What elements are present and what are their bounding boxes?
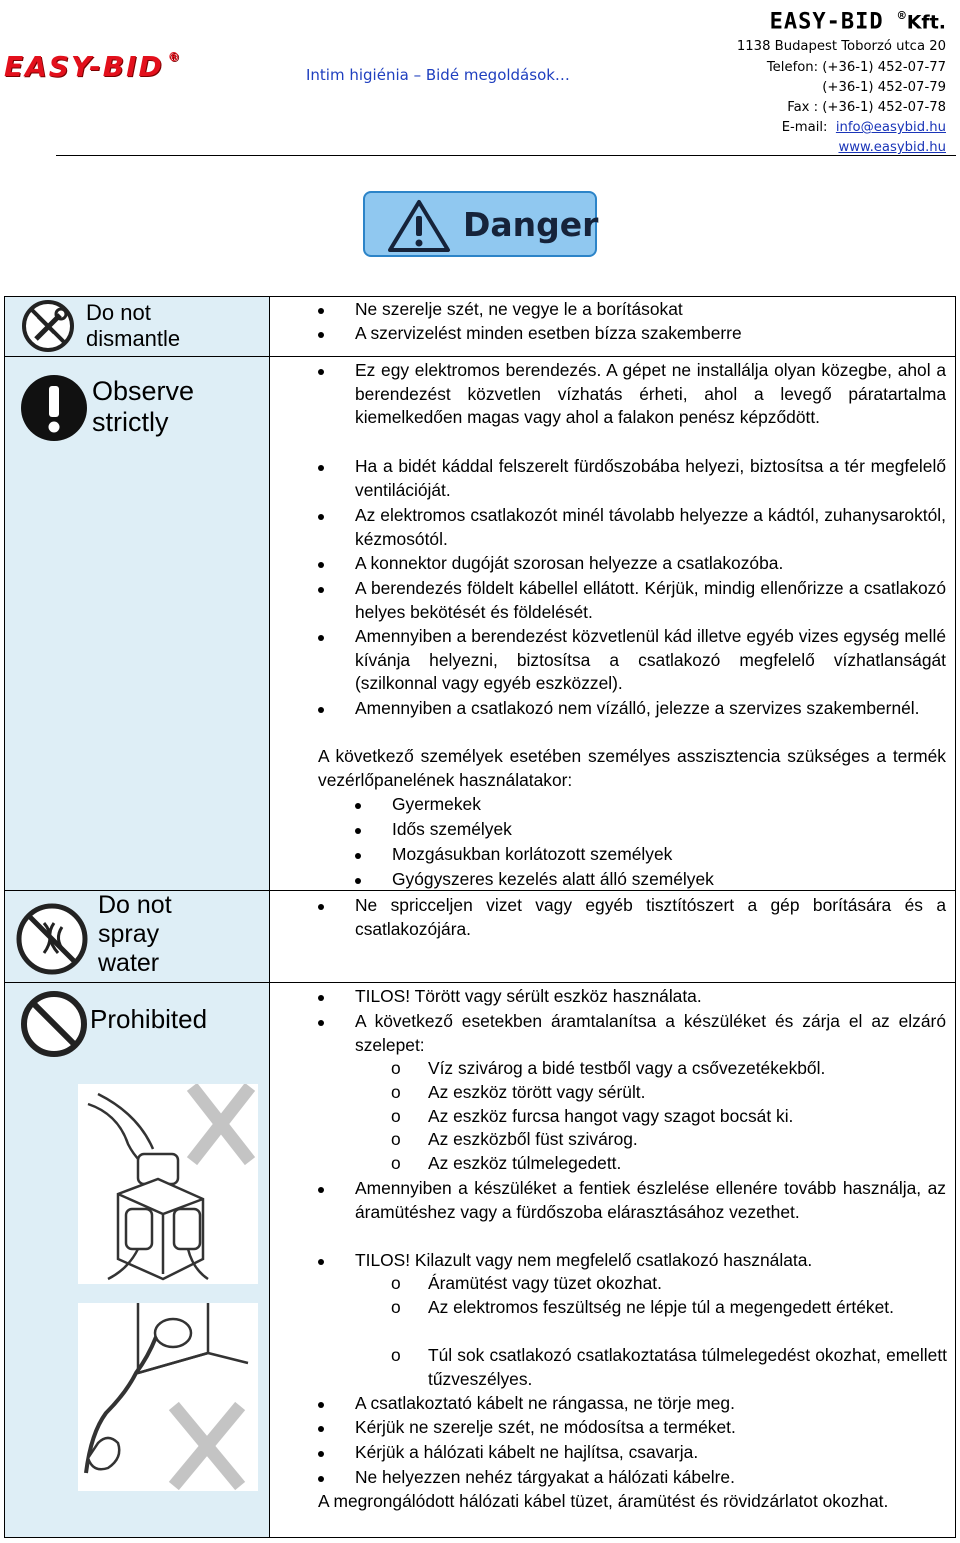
sign-text: Do not dismantle [86,300,181,351]
address: 1138 Budapest Toborzó utca 20 [736,39,946,55]
observe-item-2: Ha a bidét káddal felszerelt fürdőszobába helyezi, biztosítsa a tér megfelelő ventilációját. [318,455,946,502]
tagline: Intim higiénia – Bidé megoldások… [306,66,570,84]
pulling-cord-image [78,1303,258,1491]
prohibited-item-6: Kérjük ne szerelje szét, ne módosítsa a terméket. [318,1416,946,1440]
dismantle-item-1: Ne szerelje szét, ne vegye le a borításokat [318,298,946,322]
sub-item: o Az eszköz túlmelegedett. [391,1153,622,1173]
observe-item-1: Ez egy elektromos berendezés. A gépet ne installálja olyan közegbe, ahol a berendezést közvetlen vízhatás érheti, ahol a levegő páratartalma kiemelkedően magas vagy ahol a falakon penész képződött. [318,359,946,430]
multi-plug-crossed-icon [78,1084,258,1284]
observe-strictly-sign [20,370,195,446]
prohibited-item-8: Ne helyezzen nehéz tárgyakat a hálózati kábelre. [318,1466,946,1490]
email-link[interactable]: info@easybid.hu [835,120,946,136]
observe-item-6: Amennyiben a berendezést közvetlenül kád illetve egyéb vizes egység mellé kívánja helyezni, biztosítsa a csatlakozó megfelelő vízhatlanságát (szilkonnal vagy egyéb eszközzel). [318,625,946,696]
company-name: EASY-BID ®Kft. [769,9,946,35]
prohibited-item-3: Amennyiben a készüléket a fentiek észlelése ellenére tovább használja, az áramütéshez vagy a fürdőszoba elárasztásához vezethet. [318,1177,946,1224]
no-tools-icon [18,299,78,353]
observe-item-5: A berendezés földelt kábellel ellátott. Kérjük, mindig ellenőrizze a csatlakozó helyes bekötését és földelését. [318,577,946,624]
email-line: E-mail: info@easybid.hu [781,120,946,136]
row-divider [4,356,956,357]
prohibited-icon [20,988,88,1060]
exclamation-icon [20,374,88,442]
row-divider [4,982,956,983]
sub-item: o Túl sok csatlakozó csatlakoztatása túlmelegedést okozhat, emellett tűzveszélyes. [391,1345,947,1389]
prohibited-item-7: Kérjük a hálózati kábelt ne hajlítsa, csavarja. [318,1441,946,1465]
header-divider [56,155,956,156]
prohibited-item-4: TILOS! Kilazult vagy nem megfelelő csatlakozó használata. [318,1249,946,1273]
overloaded-socket-image [78,1084,258,1284]
column-divider [269,296,270,1538]
prohibited-item-1: TILOS! Törött vagy sérült eszköz használata. [318,985,946,1009]
danger-sign [363,191,597,257]
sign-text: Observe strictly [92,376,195,437]
assist-intro: A következő személyek esetében személyes asszisztencia szükséges a termék vezérlőpanelének használatakor: [318,746,946,790]
dismantle-item-2: A szervizelést minden esetben bízza szakemberre [318,322,946,346]
company-info [737,2,946,159]
do-not-spray-water-sign [14,893,204,981]
assist-item-1: Gyermekek [355,793,935,817]
do-not-dismantle-sign [18,299,184,353]
sign-text: Do not spray water [98,891,172,977]
sign-text: Prohibited [90,1004,208,1034]
company-logo: EASY-BID ® [4,50,182,83]
observe-item-7: Amennyiben a csatlakozó nem vízálló, jelezze a szervizes szakembernél. [318,697,946,721]
sub-item: o Az eszköz furcsa hangot vagy szagot bocsát ki. [391,1106,794,1126]
warning-triangle-icon [387,199,451,253]
prohibited-item-2: A következő esetekben áramtalanítsa a készüléket és zárja el az elzáró szelepet: [318,1010,946,1057]
cord-pull-crossed-icon [78,1303,258,1491]
no-spray-icon [14,901,90,977]
prohibited-sign [20,986,208,1062]
prohibited-item-5: A csatlakoztató kábelt ne rángassa, ne törje meg. [318,1392,946,1416]
sub-item: o Áramütést vagy tüzet okozhat. [391,1273,662,1293]
assist-item-3: Mozgásukban korlátozott személyek [355,843,935,867]
danger-label: Danger [463,205,599,244]
observe-item-4: A konnektor dugóját szorosan helyezze a csatlakozóba. [318,552,946,576]
phone-2: (+36-1) 452-07-79 [822,79,946,95]
sub-item: o Az eszköz törött vagy sérült. [391,1082,646,1102]
sub-item: o Az eszközből füst szivárog. [391,1129,638,1149]
observe-item-3: Az elektromos csatlakozót minél távolabb helyezze a kádtól, zuhanysaroktól, kézmosótól. [318,504,946,551]
fax: Fax : (+36-1) 452-07-78 [787,99,946,115]
closing-note: A megrongálódott hálózati kábel tüzet, áramütést és rövidzárlatot okozhat. [318,1491,889,1511]
spray-item: Ne spricceljen vizet vagy egyéb tisztítószert a gép borítására és a csatlakozójára. [318,894,946,941]
phone-1: Telefon: (+36-1) 452-07-77 [766,59,946,75]
website-link[interactable]: www.easybid.hu [838,140,946,156]
assist-item-2: Idős személyek [355,818,935,842]
sub-item: o Víz szivárog a bidé testből vagy a csővezetékekből. [391,1058,826,1078]
sub-item: o Az elektromos feszültség ne lépje túl a megengedett értéket. [391,1297,894,1317]
assist-item-4: Gyógyszeres kezelés alatt álló személyek [355,868,935,892]
